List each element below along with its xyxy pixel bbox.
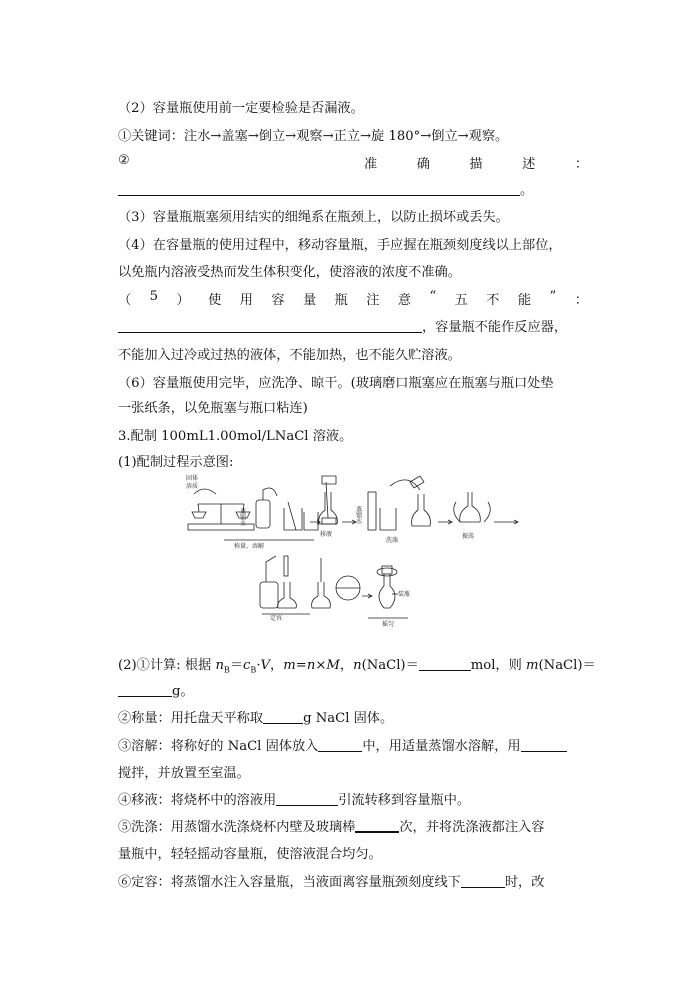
transfer-line: [118, 789, 588, 808]
para-6b: 一张纸条，以免瓶塞与瓶口粘连): [118, 401, 308, 416]
ch: 五: [454, 293, 468, 308]
ch: 能: [517, 293, 532, 308]
wash-line: [118, 816, 588, 835]
fix-line: [118, 871, 588, 890]
blank[interactable]: [318, 738, 362, 752]
word: 确: [416, 157, 430, 172]
wash-line-2: 量瓶中，轻轻摇动容量瓶，使溶液混合均匀。: [118, 847, 382, 862]
preparation-diagram-bottom: [258, 552, 428, 636]
word: ：: [574, 157, 588, 172]
label-solute: 溶质: [186, 483, 199, 490]
para-3: （3）容量瓶瓶塞须用结实的细绳系在瓶颈上，以防止损坏或丢失。: [118, 210, 509, 225]
section-3-title: 3.配制 100mL1.00mol/LNaCl 溶液。: [118, 429, 353, 444]
t: m: [283, 658, 296, 673]
ch: ：: [574, 293, 588, 308]
weigh-line: [118, 707, 588, 726]
ch: 不: [486, 293, 500, 308]
blank[interactable]: [355, 818, 399, 833]
t: ，: [270, 658, 284, 673]
t: g。: [172, 684, 194, 699]
para-5c: 不能加入过冷或过热的液体，不能加热，也不能久贮溶液。: [118, 348, 461, 363]
t: n: [306, 658, 316, 673]
blank[interactable]: [521, 738, 567, 752]
para-5-title: [118, 289, 588, 308]
t: B: [223, 665, 230, 675]
t: ×: [315, 658, 327, 673]
t: B: [250, 665, 257, 675]
t: =: [295, 658, 307, 673]
blank[interactable]: [118, 182, 520, 196]
t: V: [260, 658, 271, 673]
ch: 容: [271, 293, 285, 308]
para-2-title: （2）容量瓶使用前一定要检验是否漏液。: [118, 101, 364, 116]
ch: ）: [176, 293, 190, 308]
blank[interactable]: [118, 319, 422, 333]
ch: 用: [239, 293, 253, 308]
t: ，: [339, 658, 354, 673]
section-3-1: (1)配制过程示意图:: [118, 455, 234, 470]
para-2-keywords: ①关键词：注水→盖塞→倒立→观察→正立→旋 180°→倒立→观察。: [118, 129, 509, 144]
t: 次，并将洗涤液都注入容: [399, 820, 545, 835]
wash-bottle-icon: [256, 488, 277, 528]
t: ·: [256, 658, 261, 673]
wash-step-icon: [368, 476, 430, 530]
ch: “: [429, 289, 437, 304]
label-weigh: 称量、溶解: [234, 543, 265, 550]
blank[interactable]: [461, 874, 505, 888]
t: n: [353, 658, 362, 673]
t: ②称量：用托盘天平称取: [118, 711, 264, 726]
t: ⑥定容：将蒸馏水注入容量瓶，当液面离容量瓶颈刻度线下: [118, 875, 461, 890]
preparation-diagram-top: [182, 472, 522, 554]
ch: 量: [302, 293, 317, 308]
calc-line-2: [118, 680, 588, 699]
shake-flask-icon: [454, 492, 491, 522]
t: m: [526, 658, 539, 673]
t: (2)①计算: 根据: [118, 658, 216, 673]
t: ③溶解：将称好的 NaCl 固体放入: [118, 739, 319, 754]
answer-line-1: [118, 179, 588, 198]
dissolve-line: [118, 735, 588, 754]
mix-icon: [377, 566, 397, 608]
t: (NaCl)＝: [538, 658, 596, 673]
label-bottle: 装瓶: [398, 591, 411, 598]
word: 准: [364, 157, 378, 172]
label-transfer: 移液: [320, 531, 333, 538]
t: n: [215, 658, 224, 673]
t: ④移液：将烧杯中的溶液用: [118, 793, 277, 808]
label-wash: 洗涤: [386, 537, 399, 544]
blank[interactable]: [276, 792, 338, 806]
dissolve-line-2: 搅拌，并放置至室温。: [118, 766, 250, 781]
circled-2: ②: [118, 153, 130, 168]
ch: （: [118, 293, 132, 308]
ch: ”: [549, 289, 557, 304]
label-water-2: 蒸馏水: [354, 506, 362, 524]
label-shake: 振荡: [462, 533, 475, 540]
t: c: [243, 658, 251, 673]
t: mol，则: [470, 658, 526, 673]
t: 引流转移到容量瓶中。: [338, 793, 471, 808]
label-fix: 定容: [270, 615, 283, 622]
para-4b: 以免瓶内溶液受热而发生体积变化，使溶液的浓度不准确。: [118, 265, 461, 280]
ch: 瓶: [334, 293, 348, 308]
t: ＝: [229, 658, 244, 673]
ch: 5: [149, 289, 159, 304]
label-water-1: 蒸馏水: [238, 508, 246, 526]
blank[interactable]: [118, 683, 172, 697]
word: 述: [522, 157, 536, 172]
period: 。: [520, 183, 534, 198]
calc-line: [118, 654, 596, 675]
ch: 使: [208, 293, 222, 308]
volumetric-flask-icon: [319, 476, 338, 524]
fix-volume-icon: [260, 556, 296, 608]
t: 中，用适量蒸馏水溶解，用: [362, 739, 521, 754]
blank[interactable]: [263, 710, 303, 724]
t: g NaCl 固体。: [303, 711, 394, 726]
para-2-describe: [118, 153, 588, 172]
para-5b: [118, 316, 588, 335]
t: M: [326, 658, 340, 673]
para-4a: （4）在容量瓶的使用过程中，移动容量瓶，手应握在瓶颈刻度线以上部位，: [118, 238, 562, 253]
ch: 注: [366, 293, 380, 308]
ch: 意: [397, 293, 412, 308]
label-solid: 固体: [186, 475, 199, 482]
t: (NaCl)＝: [361, 658, 419, 673]
t: 时，改: [504, 875, 545, 890]
para-6a: （6）容量瓶使用完毕，应洗净、晾干。(玻璃磨口瓶塞应在瓶塞与瓶口处垫: [118, 376, 554, 391]
beaker-icon: [284, 502, 318, 530]
t: ⑤洗涤：用蒸馏水洗涤烧杯内壁及玻璃棒: [118, 820, 356, 835]
label-mix: 摇匀: [382, 621, 395, 628]
text: ，容量瓶不能作反应器，: [422, 320, 568, 335]
blank[interactable]: [419, 657, 471, 671]
word: 描: [469, 157, 483, 172]
